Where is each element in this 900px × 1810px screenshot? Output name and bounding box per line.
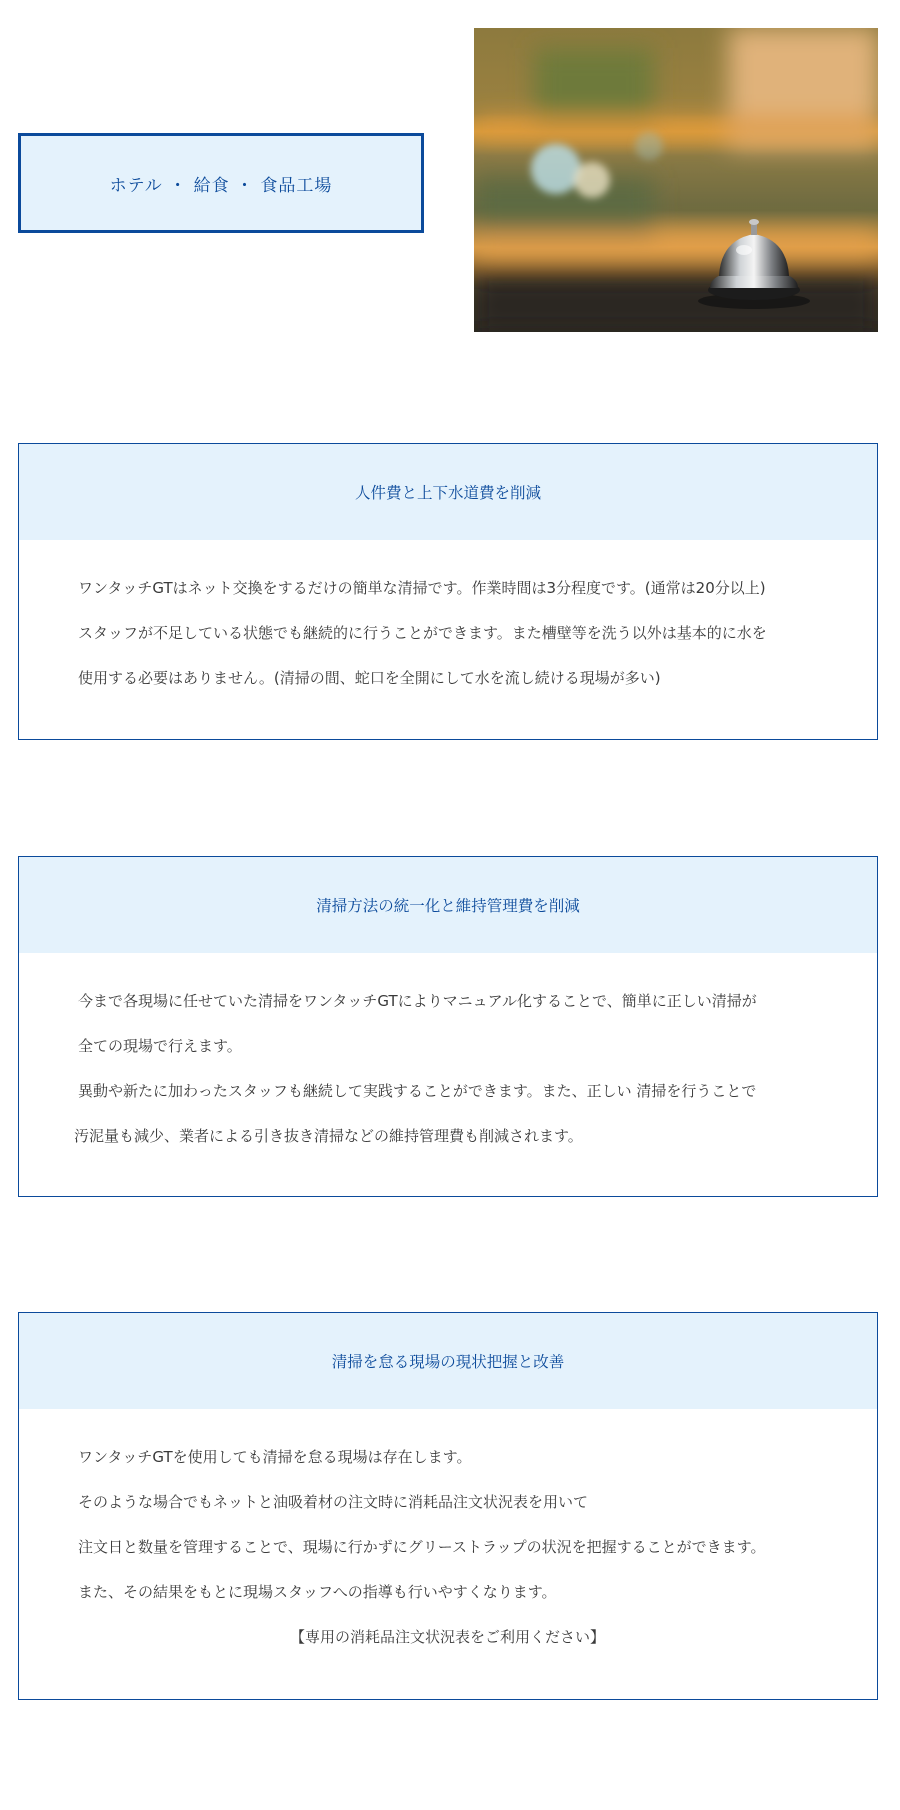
- section-body: [19, 1409, 877, 1660]
- section-header: [19, 857, 877, 953]
- body-line: 汚泥量も減少、業者による引き抜き清掃などの維持管理費も削減されます。: [74, 1127, 583, 1145]
- order-sheet-notice: 【専用の消耗品注文状況表をご利用ください】: [289, 1628, 605, 1646]
- service-bell-photo: [474, 28, 878, 332]
- body-line: 使用する必要はありません。(清掃の間、蛇口を全開にして水を流し続ける現場が多い): [78, 669, 661, 687]
- section-title: 清掃方法の統一化と維持管理費を削減: [316, 897, 580, 915]
- body-line: そのような場合でもネットと油吸着材の注文時に消耗品注文状況表を用いて: [78, 1493, 589, 1511]
- section-card-cost-reduction: [18, 443, 878, 740]
- section-card-site-monitoring: [18, 1312, 878, 1700]
- body-line: ワンタッチGTはネット交換をするだけの簡単な清掃です。作業時間は3分程度です。(通常は20分以上): [78, 579, 766, 597]
- body-line: また、その結果をもとに現場スタッフへの指導も行いやすくなります。: [78, 1583, 557, 1601]
- section-body: [19, 953, 877, 1159]
- body-line: 注文日と数量を管理することで、現場に行かずにグリーストラップの状況を把握することができます。: [78, 1538, 766, 1556]
- body-line: ワンタッチGTを使用しても清掃を怠る現場は存在します。: [78, 1448, 472, 1466]
- section-card-standardization: [18, 856, 878, 1197]
- category-label-box: [18, 133, 424, 233]
- category-label: ホテル ・ 給食 ・ 食品工場: [109, 175, 333, 196]
- body-line: 異動や新たに加わったスタッフも継続して実践することができます。また、正しい 清掃を行うことで: [78, 1082, 757, 1100]
- body-line: スタッフが不足している状態でも継続的に行うことができます。また槽壁等を洗う以外は基本的に水を: [78, 624, 767, 642]
- section-body: [19, 540, 877, 701]
- section-header: [19, 444, 877, 540]
- body-line: 今まで各現場に任せていた清掃をワンタッチGTによりマニュアル化することで、簡単に正しい清掃が: [78, 992, 757, 1010]
- section-title: 人件費と上下水道費を削減: [354, 484, 541, 502]
- section-header: [19, 1313, 877, 1409]
- body-line: 全ての現場で行えます。: [78, 1037, 242, 1055]
- section-title: 清掃を怠る現場の現状把握と改善: [331, 1353, 565, 1371]
